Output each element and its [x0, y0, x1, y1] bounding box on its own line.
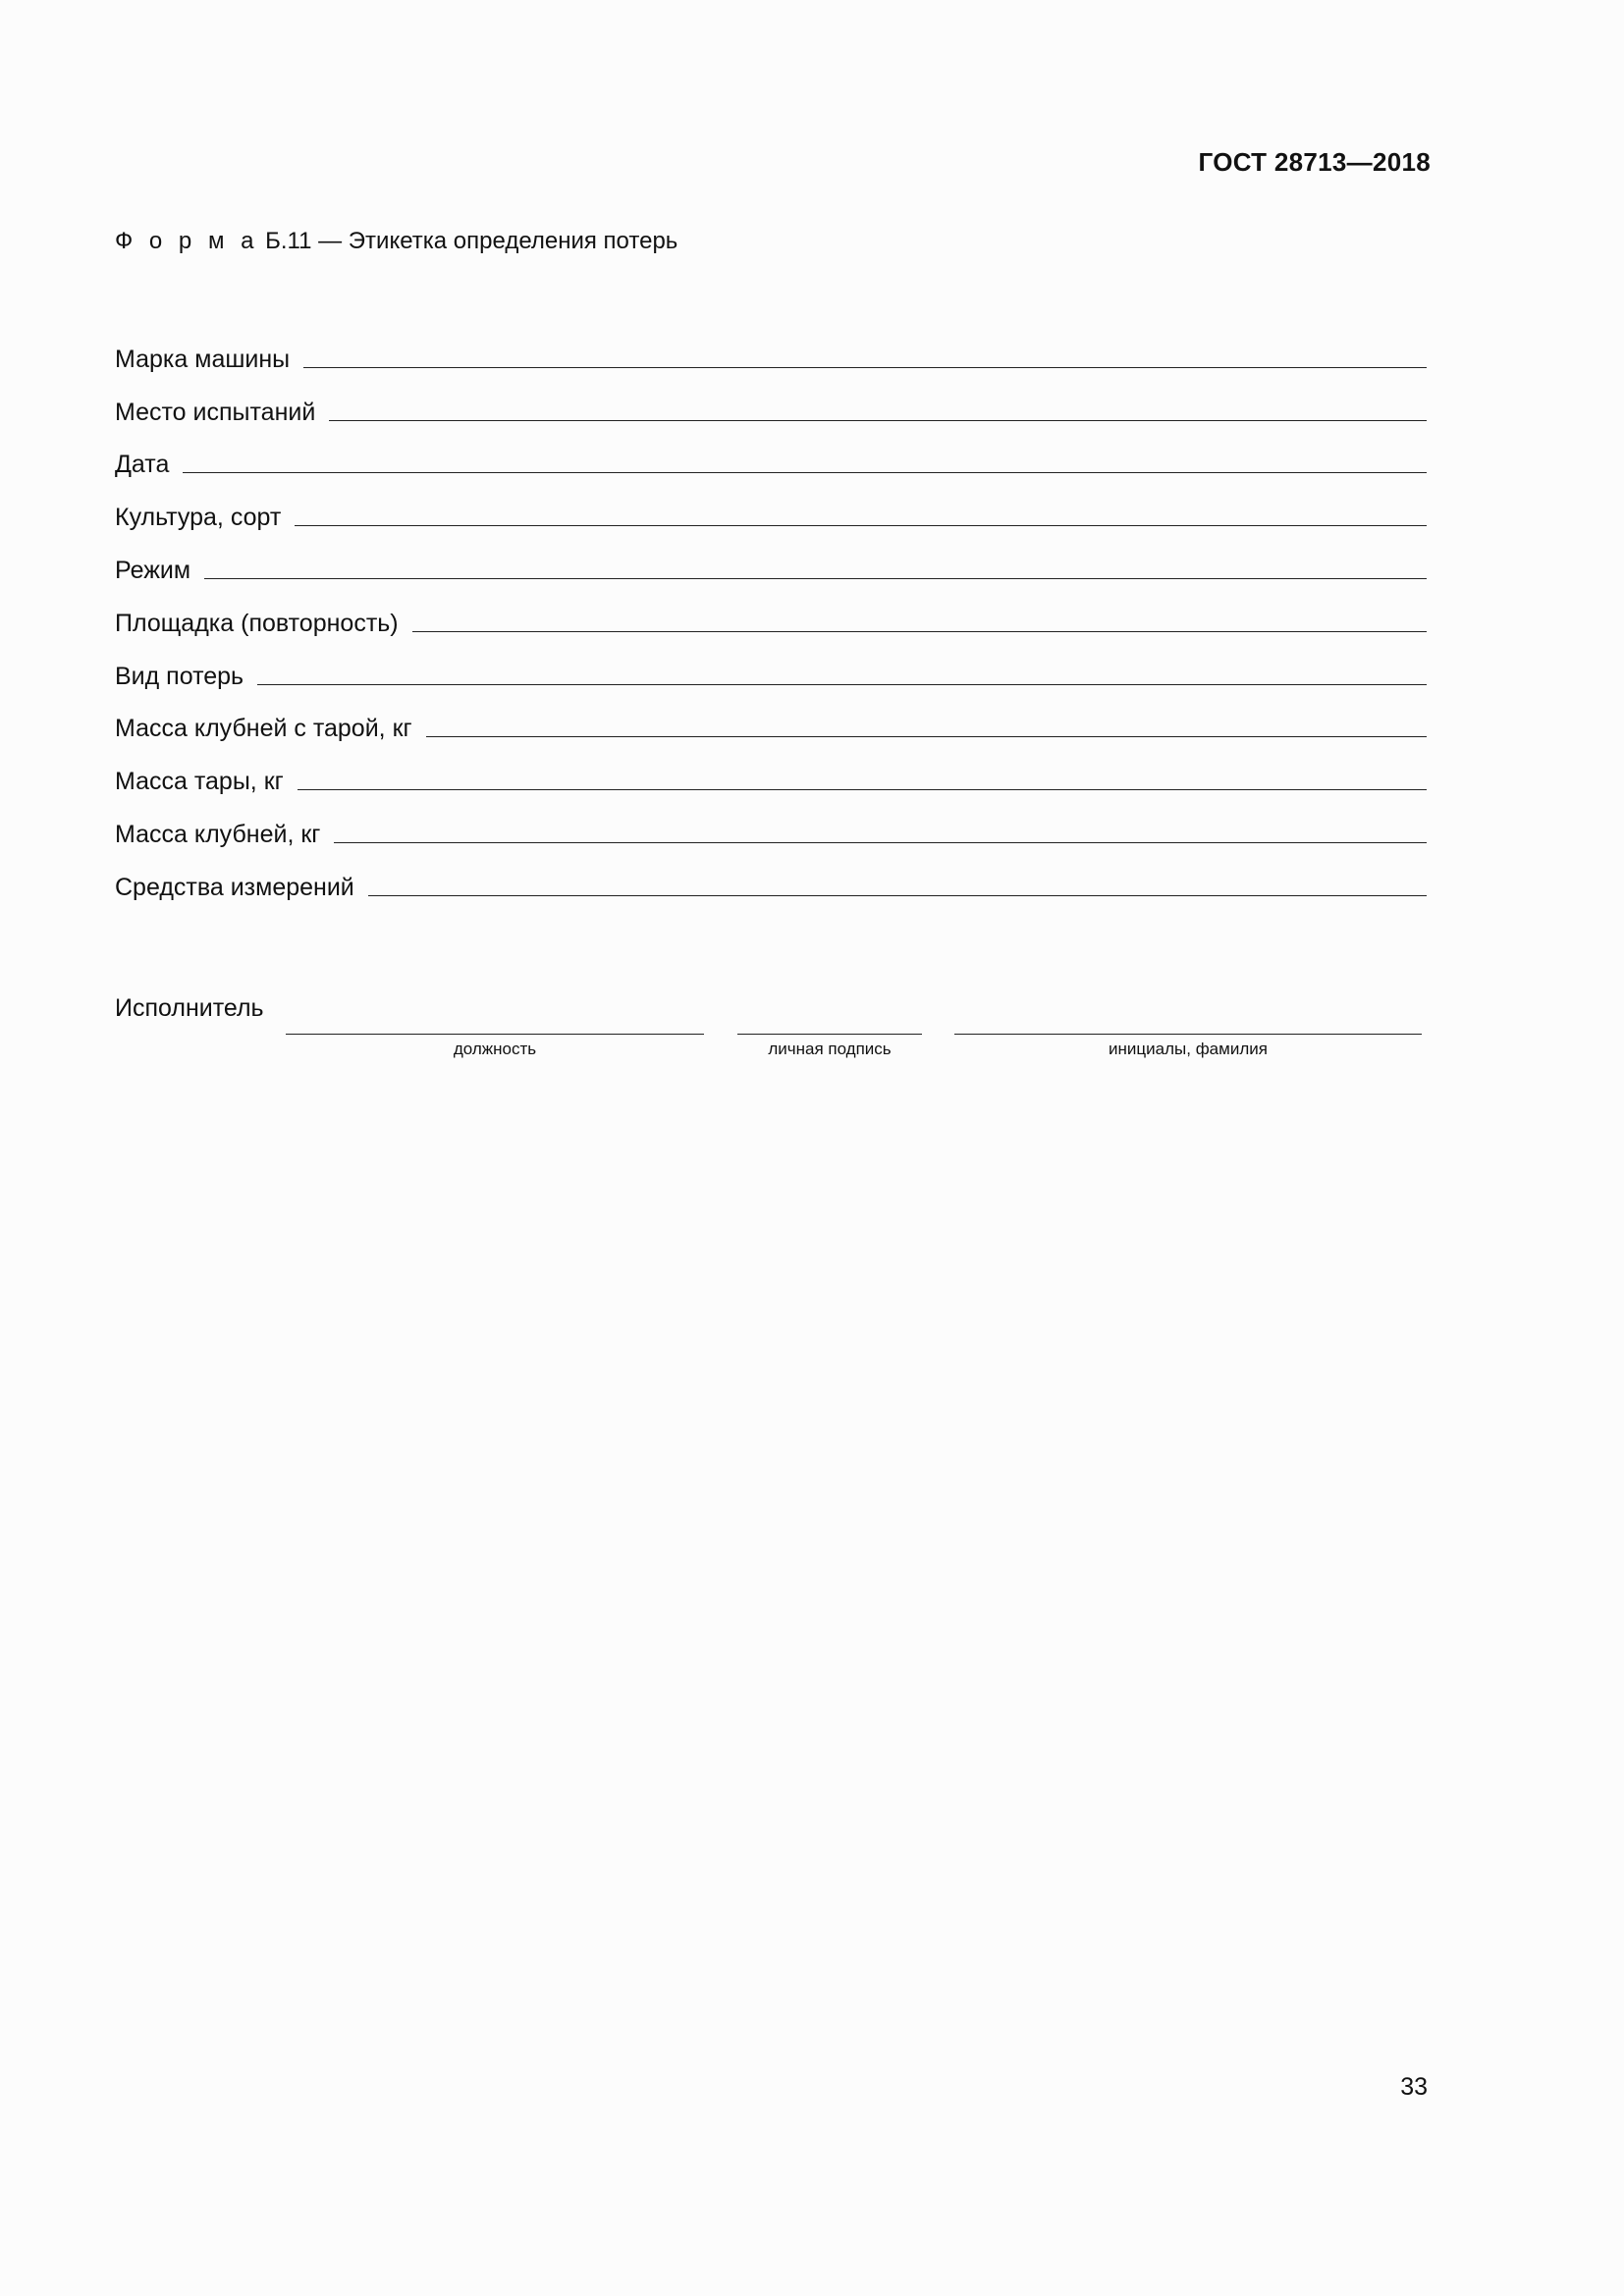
field-label: Вид потерь — [115, 662, 244, 690]
field-fill-line[interactable] — [368, 868, 1427, 896]
field-label: Марка машины — [115, 345, 291, 373]
signature-caption: личная подпись — [768, 1040, 892, 1058]
page-number: 33 — [1400, 2073, 1428, 2101]
field-machine-brand — [115, 321, 1427, 374]
form-title — [115, 228, 677, 255]
field-crop-variety — [115, 479, 1427, 532]
field-label: Масса клубней с тарой, кг — [115, 715, 412, 743]
executor-label: Исполнитель — [115, 994, 264, 1022]
field-fill-line[interactable] — [298, 762, 1427, 790]
position-line[interactable] — [286, 1024, 704, 1058]
field-mode — [115, 532, 1427, 585]
field-fill-line[interactable] — [334, 815, 1427, 843]
field-label: Средства измерений — [115, 873, 354, 901]
field-label: Дата — [115, 451, 170, 479]
field-loss-type — [115, 638, 1427, 691]
form-title-prefix: Ф о р м а — [115, 228, 259, 254]
name-caption: инициалы, фамилия — [1109, 1040, 1268, 1058]
signature-line[interactable] — [737, 1024, 922, 1058]
field-date — [115, 427, 1427, 480]
field-fill-line[interactable] — [295, 498, 1427, 526]
field-tuber-mass — [115, 796, 1427, 849]
field-measuring-instruments — [115, 849, 1427, 902]
field-fill-line[interactable] — [183, 445, 1427, 473]
field-label: Режим — [115, 556, 191, 584]
field-fill-line[interactable] — [426, 709, 1427, 737]
field-plot-replication — [115, 585, 1427, 638]
field-test-location — [115, 374, 1427, 427]
field-tuber-mass-with-container — [115, 691, 1427, 744]
standard-code: ГОСТ 28713—2018 — [1198, 147, 1431, 177]
field-label: Масса клубней, кг — [115, 820, 321, 848]
field-label: Культура, сорт — [115, 504, 282, 532]
name-line[interactable] — [954, 1024, 1422, 1058]
position-caption: должность — [453, 1040, 537, 1058]
label-fields — [115, 321, 1427, 902]
field-fill-line[interactable] — [329, 393, 1427, 421]
field-fill-line[interactable] — [257, 657, 1427, 685]
field-label: Место испытаний — [115, 398, 316, 426]
field-fill-line[interactable] — [412, 604, 1427, 632]
field-container-mass — [115, 743, 1427, 796]
field-fill-line[interactable] — [303, 340, 1427, 368]
field-label: Масса тары, кг — [115, 768, 284, 796]
form-title-text: Б.11 — Этикетка определения потерь — [258, 228, 678, 254]
signature-block — [115, 994, 1427, 1058]
field-fill-line[interactable] — [204, 551, 1427, 579]
field-label: Площадка (повторность) — [115, 609, 399, 637]
